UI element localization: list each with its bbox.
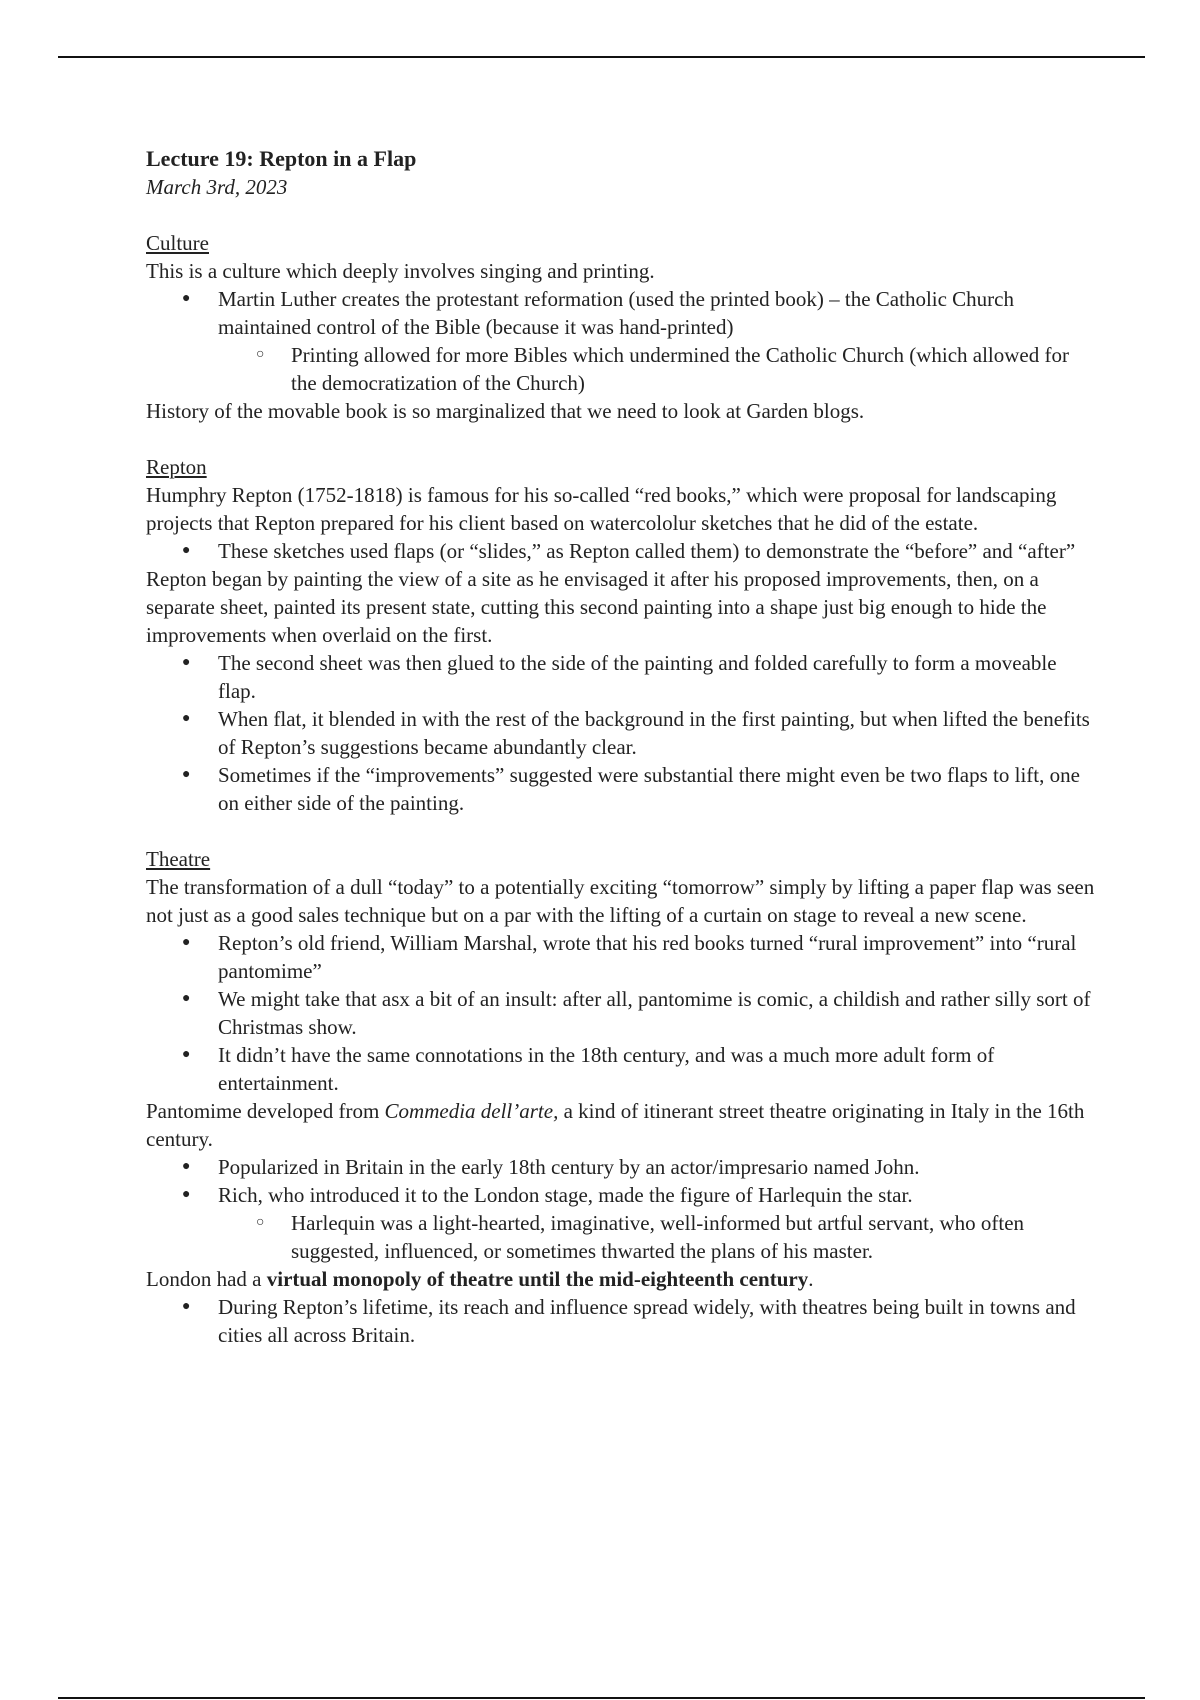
list-item: ● Sometimes if the “improvements” suggested were substantial there might even be two flaps to lift, one on either side of the painting. xyxy=(146,761,1096,817)
repton-list-2 xyxy=(146,649,1096,817)
document-page xyxy=(146,145,1096,1349)
commedia-term: Commedia dell’arte, xyxy=(384,1099,559,1123)
list-item: ● Popularized in Britain in the early 18th century by an actor/impresario named John. xyxy=(146,1153,1096,1181)
london-text: London had a xyxy=(146,1267,267,1291)
theatre-list-1 xyxy=(146,929,1096,1097)
lecture-date: March 3rd, 2023 xyxy=(146,175,288,199)
lecture-title: Lecture 19: Repton in a Flap xyxy=(146,146,417,171)
theatre-list-3 xyxy=(146,1293,1096,1349)
list-item: ● When flat, it blended in with the rest of the background in the first painting, but when lifted the benefits of Repton’s suggestions became abundantly clear. xyxy=(146,705,1096,761)
list-item: ● It didn’t have the same connotations in the 18th century, and was a much more adult form of entertainment. xyxy=(146,1041,1096,1097)
repton-paragraph: Repton began by painting the view of a site as he envisaged it after his proposed improvements, then, on a separate sheet, painted its present state, cutting this second painting into a shape just big enough to hide the improvements when overlaid on the first. xyxy=(146,567,1047,647)
theatre-intro: The transformation of a dull “today” to a potentially exciting “tomorrow” simply by lifting a paper flap was seen not just as a good sales technique but on a par with the lifting of a curtain on stage to reveal a new scene. xyxy=(146,875,1095,927)
heading-repton: Repton xyxy=(146,455,207,479)
sub-list-item: ○ Printing allowed for more Bibles which undermined the Catholic Church (which allowed for the democratization of the Church) xyxy=(146,341,1096,397)
bottom-rule xyxy=(58,1697,1145,1699)
pantomime-paragraph xyxy=(146,1097,1096,1153)
pantomime-text: Pantomime developed from xyxy=(146,1099,385,1123)
list-item: ● The second sheet was then glued to the side of the painting and folded carefully to form a moveable flap. xyxy=(146,649,1096,705)
repton-list-1 xyxy=(146,537,1096,565)
list-item: ● Rich, who introduced it to the London stage, made the figure of Harlequin the star. xyxy=(146,1181,1096,1209)
london-paragraph xyxy=(146,1265,1096,1293)
list-item: ● These sketches used flaps (or “slides,” as Repton called them) to demonstrate the “before” and “after” xyxy=(146,537,1096,565)
heading-culture: Culture xyxy=(146,231,209,255)
list-item: ● During Repton’s lifetime, its reach and influence spread widely, with theatres being built in towns and cities all across Britain. xyxy=(146,1293,1096,1349)
list-item: ● We might take that asx a bit of an insult: after all, pantomime is comic, a childish and rather silly sort of Christmas show. xyxy=(146,985,1096,1041)
culture-list xyxy=(146,285,1096,397)
repton-intro: Humphry Repton (1752-1818) is famous for his so-called “red books,” which were proposal for landscaping projects that Repton prepared for his client based on watercololur sketches that he did of the estate. xyxy=(146,483,1057,535)
heading-theatre: Theatre xyxy=(146,847,211,871)
top-rule xyxy=(58,56,1145,58)
sub-list-item: ○ Harlequin was a light-hearted, imaginative, well-informed but artful servant, who often suggested, influenced, or sometimes thwarted the plans of his master. xyxy=(146,1209,1096,1265)
culture-outro: History of the movable book is so marginalized that we need to look at Garden blogs. xyxy=(146,399,865,423)
london-emphasis: virtual monopoly of theatre until the mid-eighteenth century xyxy=(266,1267,809,1291)
theatre-list-2 xyxy=(146,1153,1096,1265)
list-item: ● Martin Luther creates the protestant reformation (used the printed book) – the Catholic Church maintained control of the Bible (because it was hand-printed) xyxy=(146,285,1096,341)
london-text-end: . xyxy=(808,1267,814,1291)
list-item: ● Repton’s old friend, William Marshal, wrote that his red books turned “rural improvement” into “rural pantomime” xyxy=(146,929,1096,985)
pantomime-text-end: a kind of itinerant street theatre originating in Italy in the 16th century. xyxy=(146,1099,1085,1151)
culture-intro: This is a culture which deeply involves singing and printing. xyxy=(146,259,655,283)
